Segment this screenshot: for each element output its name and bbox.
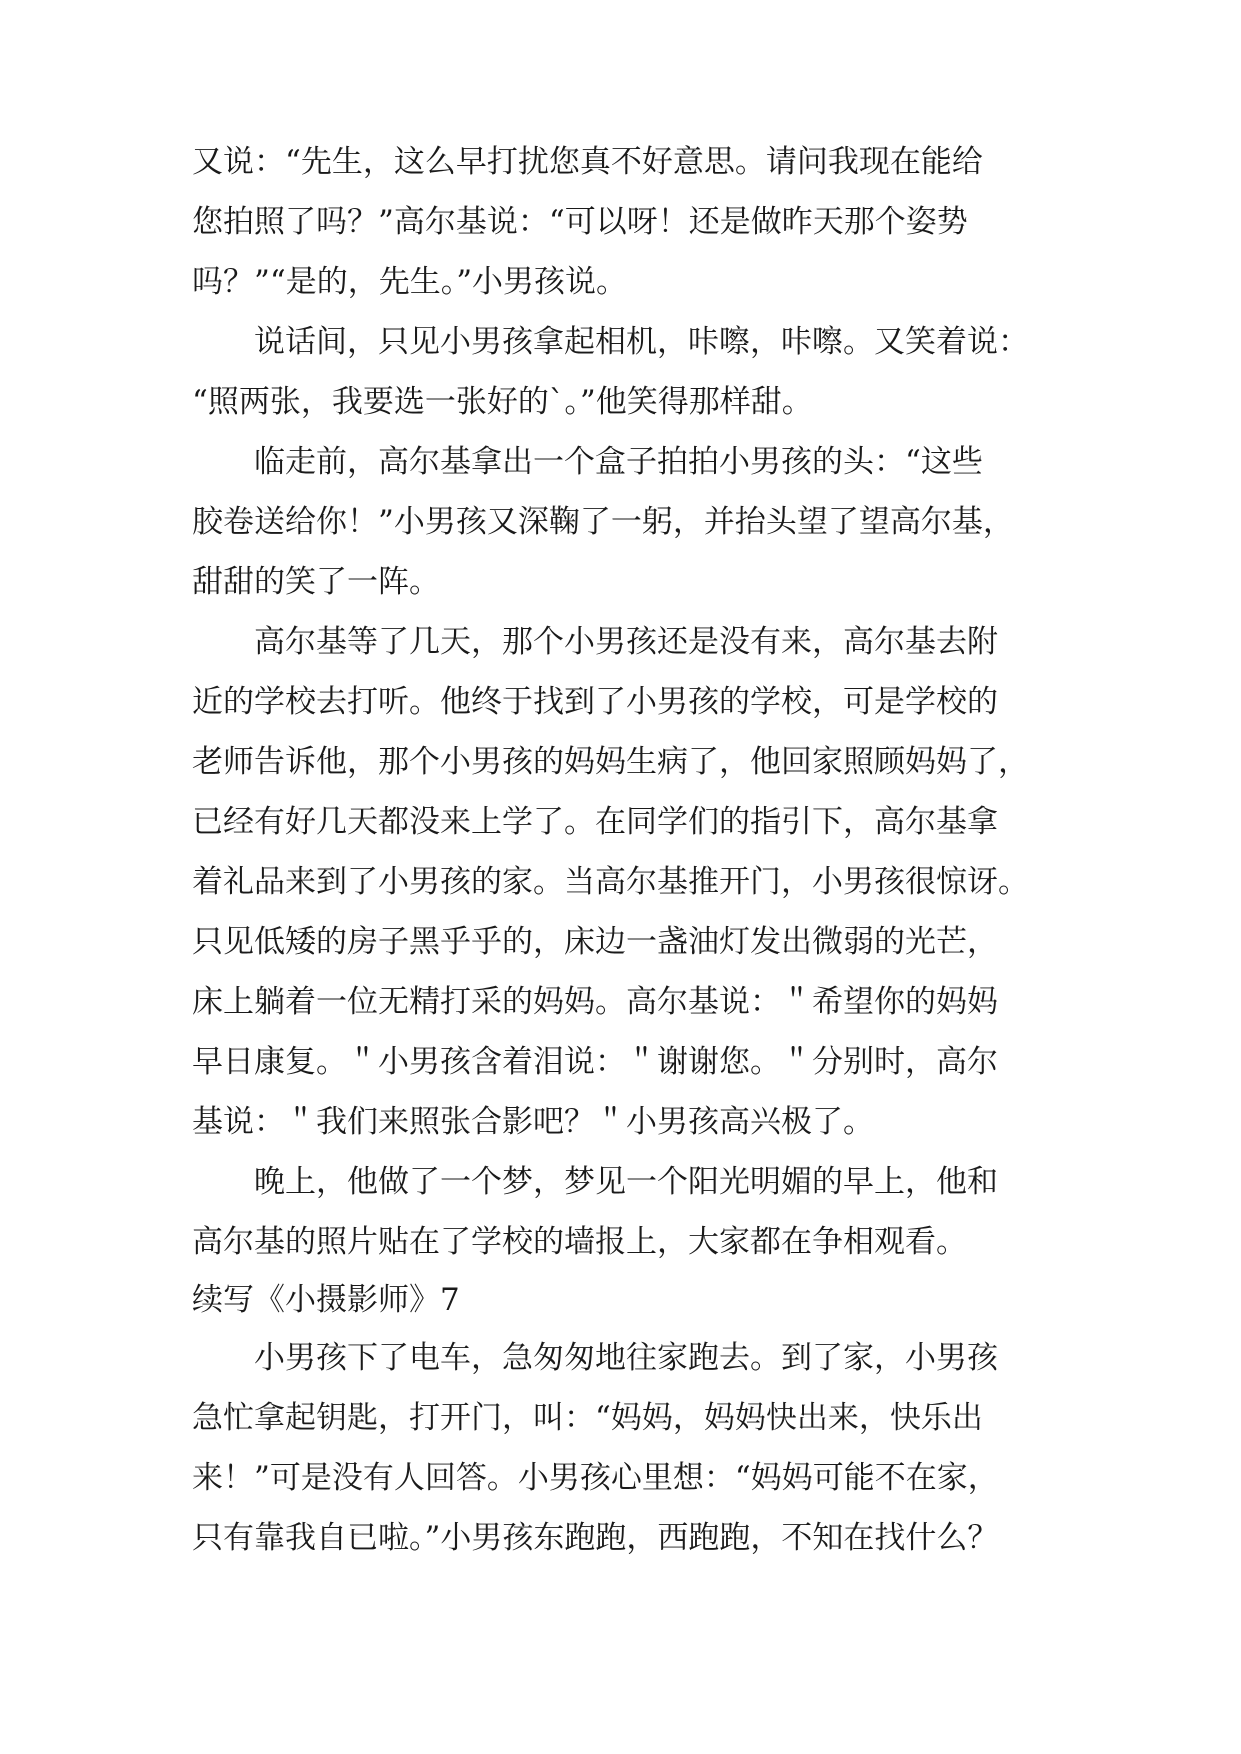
text-line: 胶卷送给你！”小男孩又深鞠了一躬，并抬头望了望高尔基， bbox=[192, 504, 1014, 540]
text-line: 高尔基的照片贴在了学校的墙报上，大家都在争相观看。 bbox=[192, 1224, 967, 1260]
text-line: 吗？”“是的，先生。”小男孩说。 bbox=[192, 264, 628, 300]
text-line: 来！”可是没有人回答。小男孩心里想：“妈妈可能不在家， bbox=[192, 1460, 999, 1496]
section-heading: 续写《小摄影师》7 bbox=[192, 1282, 460, 1318]
text-line: 高尔基等了几天，那个小男孩还是没有来，高尔基去附 bbox=[192, 624, 998, 660]
text-line: 基说：＂我们来照张合影吧？＂小男孩高兴极了。 bbox=[192, 1104, 874, 1140]
text-line: 又说：“先生，这么早打扰您真不好意思。请问我现在能给 bbox=[192, 144, 983, 180]
text-line: 近的学校去打听。他终于找到了小男孩的学校，可是学校的 bbox=[192, 684, 998, 720]
text-line: 甜甜的笑了一阵。 bbox=[192, 564, 440, 600]
text-line: 只见低矮的房子黑乎乎的，床边一盏油灯发出微弱的光芒， bbox=[192, 924, 998, 960]
text-line: 急忙拿起钥匙，打开门，叫：“妈妈，妈妈快出来，快乐出 bbox=[192, 1400, 983, 1436]
text-line: “照两张，我要选一张好的`。”他笑得那样甜。 bbox=[192, 384, 813, 420]
text-line: 早日康复。＂小男孩含着泪说：＂谢谢您。＂分别时，高尔 bbox=[192, 1044, 998, 1080]
text-line: 已经有好几天都没来上学了。在同学们的指引下，高尔基拿 bbox=[192, 804, 998, 840]
text-line: 晚上，他做了一个梦，梦见一个阳光明媚的早上，他和 bbox=[192, 1164, 998, 1200]
text-line: 着礼品来到了小男孩的家。当高尔基推开门，小男孩很惊讶。 bbox=[192, 864, 1029, 900]
text-line: 老师告诉他，那个小男孩的妈妈生病了，他回家照顾妈妈了， bbox=[192, 744, 1029, 780]
document-page bbox=[192, 132, 1072, 1568]
text-line: 床上躺着一位无精打采的妈妈。高尔基说：＂希望你的妈妈 bbox=[192, 984, 998, 1020]
text-line: 您拍照了吗？”高尔基说：“可以呀！还是做昨天那个姿势 bbox=[192, 204, 968, 240]
text-line: 临走前，高尔基拿出一个盒子拍拍小男孩的头：“这些 bbox=[192, 444, 983, 480]
text-line: 小男孩下了电车，急匆匆地往家跑去。到了家，小男孩 bbox=[192, 1340, 998, 1376]
text-line: 说话间，只见小男孩拿起相机，咔嚓，咔嚓。又笑着说： bbox=[192, 324, 1029, 360]
text-line: 只有靠我自已啦。”小男孩东跑跑，西跑跑，不知在找什么？ bbox=[192, 1520, 999, 1556]
